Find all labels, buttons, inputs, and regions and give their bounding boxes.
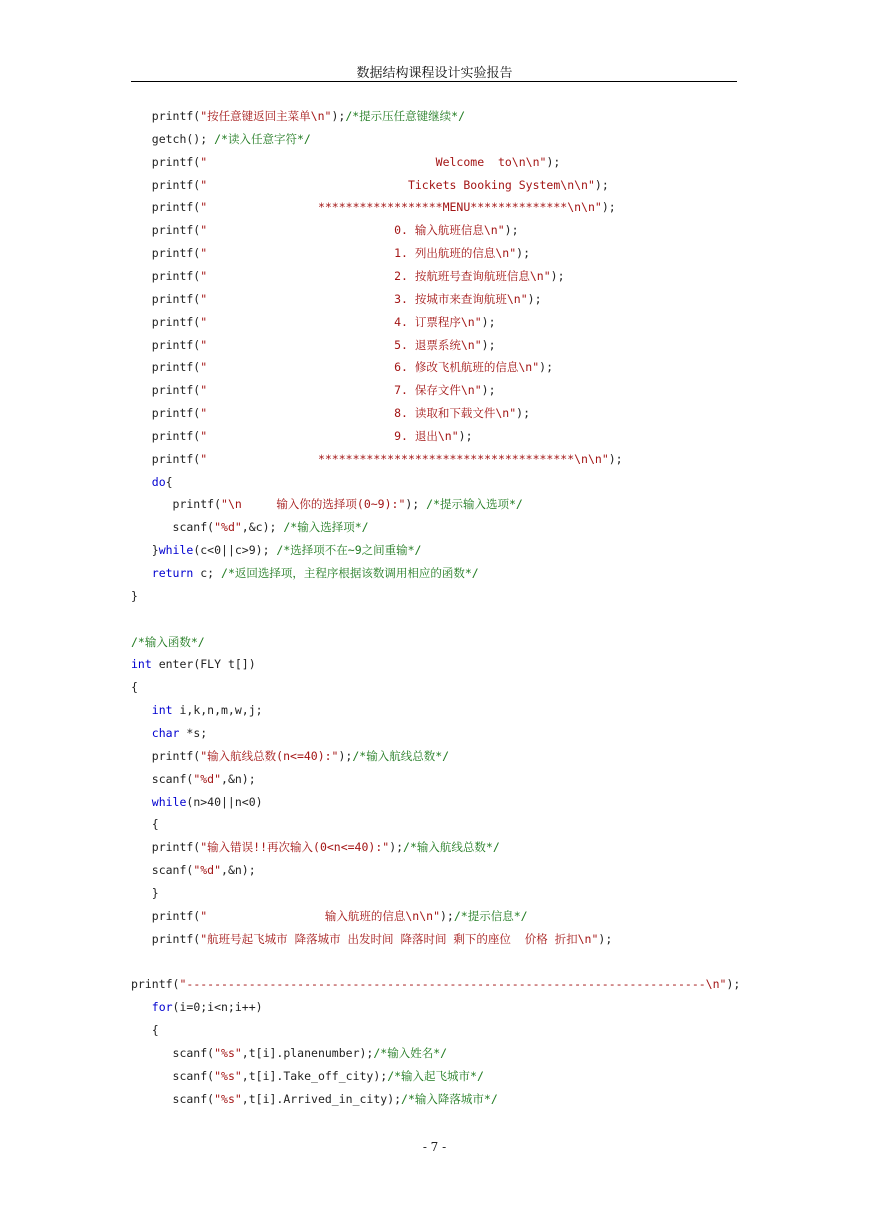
code-line <box>131 356 751 378</box>
code-token: "输入错误!!再次输入(0<n<=40):" <box>200 840 390 855</box>
code-token: ); <box>726 977 741 992</box>
code-token: " 3. 按城市来查询航班\n" <box>200 291 528 306</box>
code-token: " Welcome to\n\n" <box>200 154 547 169</box>
code-token: int <box>131 703 173 718</box>
code-line <box>131 448 751 470</box>
code-token: enter(FLY t[]) <box>151 657 256 672</box>
code-token: ); <box>527 291 542 306</box>
code-line <box>131 585 751 607</box>
code-token: { <box>131 1023 159 1037</box>
code-token: " Tickets Booking System\n\n" <box>200 177 595 192</box>
code-token: c; <box>193 566 222 580</box>
code-token: *s; <box>179 725 208 740</box>
code-line <box>131 653 751 675</box>
code-line <box>131 539 751 561</box>
code-token: printf( <box>131 908 201 923</box>
code-token: " 9. 退出\n" <box>200 428 459 443</box>
code-token: } <box>131 588 138 603</box>
code-token: printf( <box>131 840 201 855</box>
code-line <box>131 722 751 744</box>
code-line <box>131 105 751 127</box>
code-token: /*输入航线总数*/ <box>403 840 500 855</box>
code-token: ,t[i].Take_off_city); <box>241 1068 388 1083</box>
code-token: printf( <box>131 177 201 192</box>
code-token: /*输入起飞城市*/ <box>387 1068 484 1083</box>
code-line <box>131 471 751 493</box>
code-line <box>131 151 751 173</box>
code-token: scanf( <box>131 863 194 878</box>
code-token: ); <box>516 246 531 261</box>
code-token: printf( <box>131 223 201 238</box>
code-line <box>131 676 751 698</box>
code-token: /*读入任意字符*/ <box>214 131 311 146</box>
code-token: scanf( <box>131 1045 215 1060</box>
code-token: printf( <box>131 497 222 512</box>
code-line <box>131 334 751 356</box>
code-token: } <box>131 543 159 558</box>
code-token: " 0. 输入航班信息\n" <box>200 223 505 238</box>
code-token: scanf( <box>131 771 194 786</box>
code-token: /*输入姓名*/ <box>373 1045 448 1060</box>
code-token: printf( <box>131 451 201 466</box>
code-line <box>131 699 751 721</box>
code-token: /*提示输入选项*/ <box>426 497 523 512</box>
code-token: ); <box>608 451 623 466</box>
code-token: printf( <box>131 200 201 215</box>
code-token: printf( <box>131 383 201 398</box>
code-token: (i=0;i<n;i++) <box>172 1000 263 1015</box>
code-token: ); <box>546 154 561 169</box>
code-token: " 6. 修改飞机航班的信息\n" <box>200 360 540 375</box>
code-token: " 输入航班的信息\n\n" <box>200 908 440 923</box>
code-line <box>131 196 751 218</box>
code-line <box>131 836 751 858</box>
code-token: printf( <box>131 360 201 375</box>
code-token: ); <box>516 406 531 421</box>
code-token: ); <box>481 314 496 329</box>
code-line <box>131 265 751 287</box>
code-line <box>131 882 751 904</box>
code-token: /*提示压任意键继续*/ <box>345 109 466 123</box>
code-token: ); <box>389 840 404 855</box>
code-line <box>131 950 751 972</box>
code-token: ); <box>601 200 616 215</box>
code-token: printf( <box>131 314 201 329</box>
code-token: ); <box>440 908 454 923</box>
code-token: ); <box>405 497 427 512</box>
code-line <box>131 1065 751 1087</box>
code-token: ); <box>539 360 554 375</box>
code-token: while <box>158 543 194 558</box>
code-line <box>131 242 751 264</box>
code-token: (n>40||n<0) <box>186 794 263 809</box>
code-token: printf( <box>131 977 180 992</box>
code-token: { <box>131 680 138 695</box>
code-line <box>131 402 751 424</box>
code-token: " 7. 保存文件\n" <box>200 383 482 398</box>
code-token: int <box>131 657 152 672</box>
code-token: "输入航线总数(n<=40):" <box>200 748 339 763</box>
code-line <box>131 905 751 927</box>
code-line <box>131 1042 751 1064</box>
code-token: /*提示信息*/ <box>453 908 528 923</box>
code-token: printf( <box>131 154 201 169</box>
code-line <box>131 128 751 150</box>
code-token: for <box>131 1000 173 1015</box>
code-token: ); <box>338 748 353 763</box>
code-token: "按任意键返回主菜单\n" <box>200 109 332 123</box>
code-token: printf( <box>131 268 201 283</box>
code-token: ); <box>550 268 565 283</box>
code-token: printf( <box>131 406 201 421</box>
code-line <box>131 379 751 401</box>
code-token: getch(); <box>131 131 215 146</box>
code-token: { <box>165 474 173 489</box>
code-token: printf( <box>131 246 201 261</box>
code-token: printf( <box>131 931 201 946</box>
code-token: i,k,n,m,w,j; <box>172 703 263 718</box>
code-token: } <box>131 885 159 900</box>
code-token: return <box>131 566 194 580</box>
code-line <box>131 174 751 196</box>
code-token: ,&n); <box>221 863 256 878</box>
code-token: printf( <box>131 109 201 123</box>
code-token: (c<0||c>9); <box>193 543 277 558</box>
code-token: scanf( <box>131 1068 215 1083</box>
code-line <box>131 608 751 630</box>
code-token: scanf( <box>131 520 215 535</box>
code-token: " *************************************\n\n" <box>200 451 609 466</box>
code-line <box>131 493 751 515</box>
code-token: /*输入函数*/ <box>131 634 205 649</box>
code-line <box>131 1019 751 1041</box>
code-token: while <box>131 794 187 809</box>
code-token: "%s" <box>214 1091 242 1106</box>
code-token: "\n 输入你的选择项(0~9):" <box>221 497 406 512</box>
code-token: printf( <box>131 291 201 306</box>
code-token: "%s" <box>214 1045 242 1060</box>
code-token: ,&n); <box>221 771 256 786</box>
code-token: " 4. 订票程序\n" <box>200 314 482 329</box>
code-line <box>131 311 751 333</box>
code-line <box>131 768 751 790</box>
code-token: ); <box>458 428 473 443</box>
code-token: char <box>131 725 180 740</box>
page-header-title: 数据结构课程设计实验报告 <box>356 66 513 81</box>
code-token: ); <box>598 931 613 946</box>
code-line <box>131 425 751 447</box>
code-token: "%d" <box>214 520 242 535</box>
code-line <box>131 859 751 881</box>
code-token: printf( <box>131 337 201 352</box>
code-token: /*输入选择项*/ <box>283 520 369 535</box>
code-line <box>131 219 751 241</box>
code-line <box>131 745 751 767</box>
code-token: scanf( <box>131 1091 215 1106</box>
code-token: /*输入降落城市*/ <box>401 1091 498 1106</box>
code-line <box>131 928 751 950</box>
code-token: " 2. 按航班号查询航班信息\n" <box>200 268 551 283</box>
code-line <box>131 516 751 538</box>
code-line <box>131 288 751 310</box>
code-token: " 1. 列出航班的信息\n" <box>200 246 517 261</box>
code-token: ,&c); <box>241 520 284 535</box>
code-token: " 5. 退票系统\n" <box>200 337 482 352</box>
code-line <box>131 813 751 835</box>
code-token: ); <box>481 383 496 398</box>
code-token: ,t[i].Arrived_in_city); <box>241 1091 402 1106</box>
code-line <box>131 631 751 653</box>
code-line <box>131 996 751 1018</box>
page-number: - 7 - <box>422 1140 447 1154</box>
code-line <box>131 1088 751 1110</box>
code-token: ,t[i].planenumber); <box>241 1045 374 1060</box>
code-token: "航班号起飞城市 降落城市 出发时间 降落时间 剩下的座位 价格 折扣\n" <box>200 931 599 946</box>
code-token: { <box>131 817 159 832</box>
code-line <box>131 791 751 813</box>
code-token: /*选择项不在~9之间重输*/ <box>276 543 422 558</box>
code-token: ); <box>331 109 346 123</box>
code-token: " ******************MENU**************\n\n" <box>200 200 602 215</box>
code-token: ); <box>504 223 519 238</box>
code-line <box>131 562 751 584</box>
code-token: "%s" <box>214 1068 242 1083</box>
code-token: ); <box>594 177 609 192</box>
code-token: "%d" <box>193 863 222 878</box>
code-token: "%d" <box>193 771 222 786</box>
code-token: " 8. 读取和下载文件\n" <box>200 406 517 421</box>
code-token: printf( <box>131 428 201 443</box>
code-token: ); <box>481 337 496 352</box>
code-token: printf( <box>131 748 201 763</box>
code-token: /*返回选择项，主程序根据该数调用相应的函数*/ <box>221 566 479 580</box>
code-line <box>131 973 751 995</box>
code-token: do <box>131 474 166 489</box>
code-token: /*输入航线总数*/ <box>352 748 450 763</box>
code-token: "---------------------------------------------------------------------------\n" <box>179 977 727 992</box>
